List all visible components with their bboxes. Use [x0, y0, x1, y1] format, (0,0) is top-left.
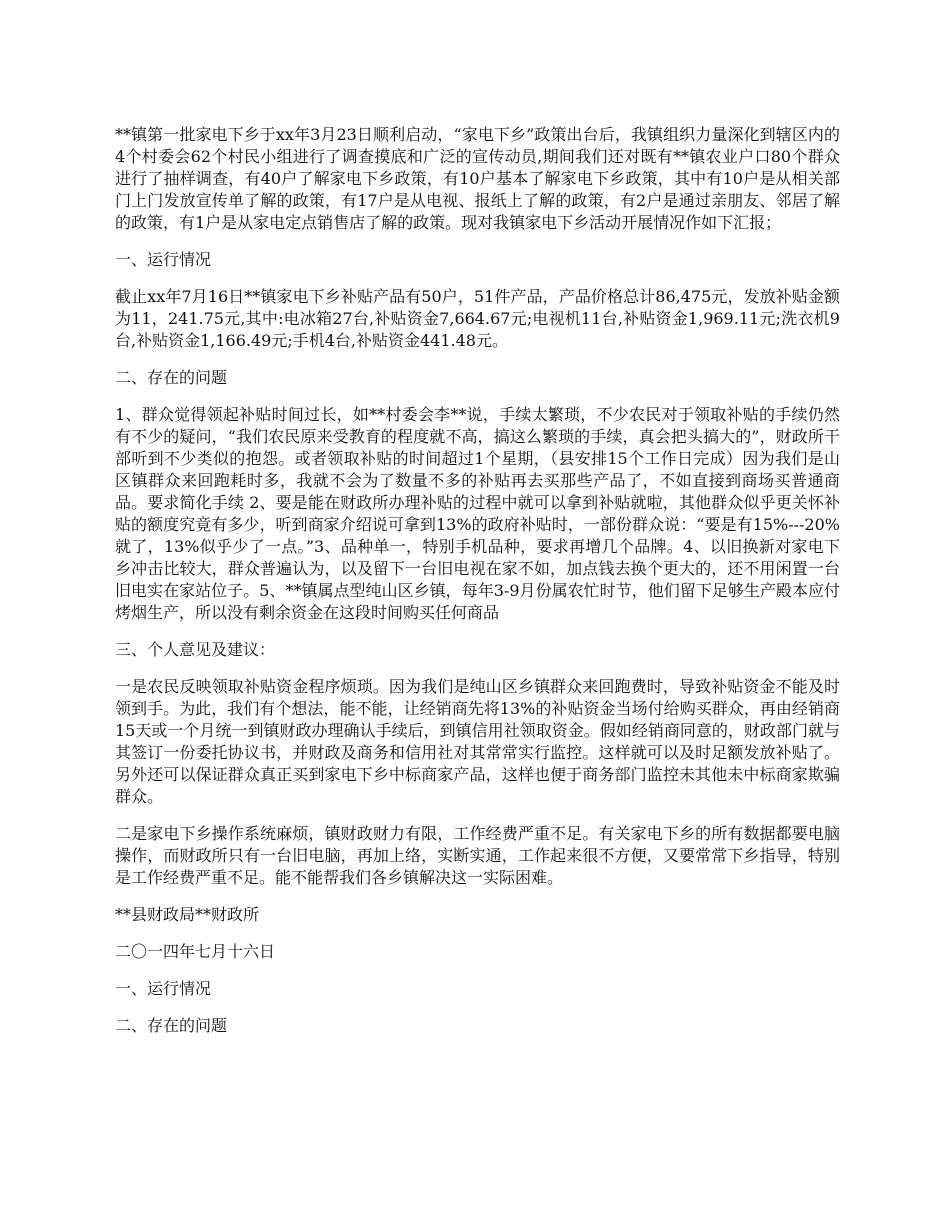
intro-paragraph: **镇第一批家电下乡于xx年3月23日顺利启动，“家电下乡”政策出台后，我镇组织力量深化到辖区内的4个村委会62个村民小组进行了调查摸底和广泛的宣传动员,期间我们还对既有**镇农业户口80个群众进行了抽样调查，有40户了解家电下乡政策，有10户基本了解家电下乡政策，其中有10户是从相关部门上门发放宣传单了解的政策，有17户是从电视、报纸上了解的政策，有2户是通过亲朋友、邻居了解的政策，有1户是从家电定点销售店了解的政策。现对我镇家电下乡活动开展情况作如下汇报；	[115, 125, 840, 232]
document-page	[115, 124, 840, 1052]
suggestion-paragraph-1: 一是农民反映领取补贴资金程序烦琐。因为我们是纯山区乡镇群众来回跑费时，导致补贴资金不能及时领到手。为此，我们有个想法，能不能，让经销商先将13%的补贴资金当场付给购买群众，再由经销商15天或一个月统一到镇财政办理确认手续后，到镇信用社领取资金。假如经销商同意的，财政部门就与其签订一份委托协议书，并财政及商务和信用社对其常常实行监控。这样就可以及时足额发放补贴了。另外还可以保证群众真正买到家电下乡中标商家产品，这样也便于商务部门监控未其他未中标商家欺骗群众。	[115, 677, 840, 806]
section-heading-operation: 一、运行情况	[115, 250, 212, 269]
trailing-heading-problems: 二、存在的问题	[115, 1016, 228, 1035]
date-line: 二〇一四年七月十六日	[115, 942, 276, 961]
suggestion-paragraph-2: 二是家电下乡操作系统麻烦，镇财政财力有限，工作经费严重不足。有关家电下乡的所有数据都要电脑操作，而财政所只有一台旧电脑，再加上络，实断实通，工作起来很不方便，又要常常下乡指导，特别是工作经费严重不足。能不能帮我们各乡镇解决这一实际困难。	[115, 824, 840, 887]
section-heading-suggestions: 三、个人意见及建议：	[115, 640, 276, 659]
section-heading-problems: 二、存在的问题	[115, 368, 228, 387]
signature-line: **县财政局**财政所	[115, 905, 260, 924]
operation-paragraph: 截止xx年7月16日**镇家电下乡补贴产品有50户，51件产品，产品价格总计86,475元，发放补贴金额为11，241.75元,其中:电冰箱27台,补贴资金7,664.67元;电视机11台,补贴资金1,969.11元;洗衣机9台,补贴资金1,166.49元;手机4台,补贴资金441.48元。	[115, 287, 840, 350]
trailing-heading-operation: 一、运行情况	[115, 979, 212, 998]
problems-paragraph: 1、群众觉得领起补贴时间过长，如**村委会李**说，手续太繁琐，不少农民对于领取补贴的手续仍然有不少的疑问，“我们农民原来受教育的程度就不高，搞这么繁琐的手续，真会把头搞大的”，财政所干部听到不少类似的抱怨。或者领取补贴的时间超过1个星期，（县安排15个工作日完成）因为我们是山区镇群众来回跑耗时多，我就不会为了数量不多的补贴再去买那些产品了，不如直接到商场买普通商品。要求简化手续 2、要是能在财政所办理补贴的过程中就可以拿到补贴就啦，其他群众似乎更关怀补贴的额度究竟有多少，听到商家介绍说可拿到13%的政府补贴时，一部份群众说：“要是有15%---20%就了，13%似乎少了一点。”3、品种单一，特别手机品种，要求再增几个品牌。4、以旧换新对家电下乡冲击比较大，群众普遍认为，以及留下一台旧电视在家不如，加点钱去换个更大的，还不用闲置一台旧电实在家站位子。5、**镇属点型纯山区乡镇，每年3-9月份属农忙时节，他们留下足够生产殿本应付烤烟生产，所以没有剩余资金在这段时间购买任何商品	[115, 405, 840, 622]
